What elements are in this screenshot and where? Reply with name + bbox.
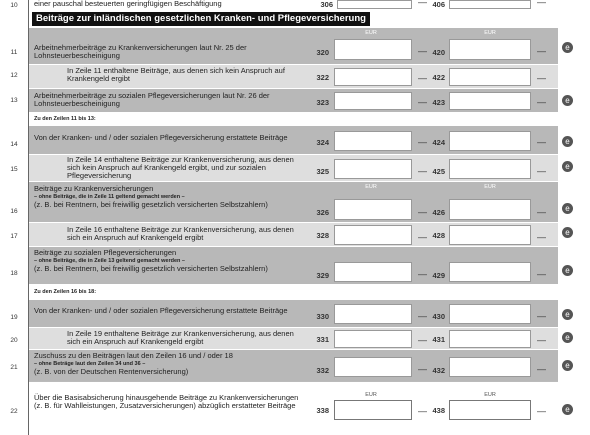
form-row-12 <box>29 64 559 88</box>
amount-input-322[interactable] <box>334 68 412 86</box>
amount-input-330[interactable] <box>334 304 412 324</box>
electronic-transfer-icon[interactable]: e <box>562 203 573 214</box>
amount-input-329[interactable] <box>334 262 412 282</box>
form-row-16 <box>29 181 559 222</box>
row-label: In Zeile 16 enthaltene Beiträge zur Krankenversicherung, aus denen sich ein Anspruch auf Krankengeld ergibt <box>67 225 294 243</box>
field-code: 330 <box>316 312 329 321</box>
row-label-main: Zuschuss zu den Beiträgen laut den Zeilen 16 und / oder 18 <box>34 351 233 360</box>
field-code: 328 <box>316 231 329 240</box>
amount-input-326[interactable] <box>334 199 412 220</box>
field-code: 320 <box>316 48 329 57</box>
field-code: 424 <box>432 138 445 147</box>
cents-dash: — <box>537 137 546 147</box>
electronic-transfer-icon[interactable]: e <box>562 42 573 53</box>
field-code: 431 <box>432 335 445 344</box>
row-label: In Zeile 11 enthaltene Beiträge, aus denen sich kein Anspruch auf Krankengeld ergibt <box>67 66 285 84</box>
amount-input-306[interactable] <box>337 0 412 9</box>
row-label-note: – ohne Beiträge, die in Zeile 13 geltend gemacht werden – <box>34 258 185 265</box>
currency-label: EUR <box>484 392 496 398</box>
line-number: 17 <box>10 233 18 240</box>
line-number: 10 <box>10 2 18 9</box>
field-code: 422 <box>432 73 445 82</box>
amount-input-438[interactable] <box>449 400 531 420</box>
cents-dash: — <box>537 166 546 176</box>
field-code: 425 <box>432 167 445 176</box>
amount-input-426[interactable] <box>449 199 531 220</box>
amount-input-320[interactable] <box>334 39 412 60</box>
cents-dash: — <box>418 97 427 107</box>
row-label: Von der Kranken- und / oder sozialen Pflegeversicherung erstattete Beiträge <box>34 133 288 142</box>
cents-dash: — <box>418 46 427 56</box>
row-label <box>34 249 304 274</box>
row-label: einer pauschal besteuerten geringfügigen Beschäftigung <box>34 0 222 8</box>
line-number: 13 <box>10 97 18 104</box>
row-label-example: (z. B. von der Deutschen Rentenversicherung) <box>34 367 189 377</box>
currency-label: EUR <box>365 184 377 190</box>
row-label: In Zeile 19 enthaltene Beiträge zur Krankenversicherung, aus denen sich ein Anspruch auf Krankengeld ergibt <box>67 329 294 347</box>
field-code: 426 <box>432 208 445 217</box>
row-label: Arbeitnehmerbeiträge zu sozialen Pflegeversicherungen laut Nr. 26 der Lohnsteuerbescheinigung <box>34 91 270 109</box>
cents-dash: — <box>537 232 546 242</box>
field-code: 430 <box>432 312 445 321</box>
electronic-transfer-icon[interactable]: e <box>562 404 573 415</box>
line-number: 16 <box>10 208 18 215</box>
electronic-transfer-icon[interactable]: e <box>562 265 573 276</box>
currency-label: EUR <box>365 392 377 398</box>
line-number: 19 <box>10 314 18 321</box>
row-label-example: (z. B. bei Rentnern, bei freiwillig gesetzlich versicherten Selbstzahlern) <box>34 200 268 210</box>
row-label-main: Beiträge zu sozialen Pflegeversicherungen <box>34 248 177 257</box>
field-code: 432 <box>432 366 445 375</box>
amount-input-425[interactable] <box>449 159 531 179</box>
amount-input-420[interactable] <box>449 39 531 60</box>
field-code: 332 <box>316 366 329 375</box>
cents-dash: — <box>537 97 546 107</box>
amount-input-332[interactable] <box>334 357 412 377</box>
field-code: 406 <box>432 0 445 9</box>
cents-dash: — <box>537 335 546 345</box>
field-code: 438 <box>432 406 445 415</box>
line-number: 11 <box>10 49 18 56</box>
row-label: In Zeile 14 enthaltene Beiträge zur Krankenversicherung, aus denen sich kein Anspruch auf Krankengeld ergibt, und zur sozialen Pflegeversicherung <box>67 155 294 181</box>
line-number: 14 <box>10 141 18 148</box>
row-label-note: – ohne Beträge laut den Zeilen 34 und 36 – <box>34 361 146 368</box>
field-code: 338 <box>316 406 329 415</box>
subheader-label: Zu den Zeilen 11 bis 13: <box>34 116 96 122</box>
field-code: 325 <box>316 167 329 176</box>
cents-dash: — <box>418 311 427 321</box>
form-row-15 <box>29 154 559 181</box>
electronic-transfer-icon[interactable]: e <box>562 360 573 371</box>
line-number: 20 <box>10 337 18 344</box>
amount-input-422[interactable] <box>449 68 531 86</box>
form-row-20 <box>29 327 559 349</box>
electronic-transfer-icon[interactable]: e <box>562 309 573 320</box>
amount-input-323[interactable] <box>334 92 412 110</box>
field-code: 428 <box>432 231 445 240</box>
currency-label: EUR <box>484 184 496 190</box>
electronic-transfer-icon[interactable]: e <box>562 161 573 172</box>
subheader-row <box>29 284 559 300</box>
right-margin <box>558 0 590 435</box>
row-label: Über die Basisabsicherung hinausgehende Beiträge zu Krankenversicherungen (z. B. für Wahlleistungen, Zusatzversicherungen) abzüglich erstatteter Beiträge <box>34 393 299 411</box>
field-code: 329 <box>316 271 329 280</box>
cents-dash: — <box>537 406 546 416</box>
row-label <box>34 185 304 210</box>
section-header-row <box>29 10 559 28</box>
cents-dash: — <box>418 269 427 279</box>
line-number: 12 <box>10 72 18 79</box>
amount-input-324[interactable] <box>334 131 412 151</box>
amount-input-429[interactable] <box>449 262 531 282</box>
cents-dash: — <box>418 364 427 374</box>
field-code: 429 <box>432 271 445 280</box>
form-row-11 <box>29 28 559 64</box>
amount-input-423[interactable] <box>449 92 531 110</box>
form-body <box>28 0 559 435</box>
cents-dash: — <box>537 73 546 83</box>
amount-input-338[interactable] <box>334 400 412 420</box>
row-label <box>34 352 304 377</box>
amount-input-328[interactable] <box>334 225 412 245</box>
electronic-transfer-icon[interactable]: e <box>562 136 573 147</box>
form-row-13 <box>29 88 559 112</box>
field-code: 322 <box>316 73 329 82</box>
amount-input-325[interactable] <box>334 159 412 179</box>
row-label-note: – ohne Beiträge, die in Zeile 11 geltend gemacht werden – <box>34 194 185 201</box>
field-code: 420 <box>432 48 445 57</box>
cents-dash: — <box>537 364 546 374</box>
electronic-transfer-icon[interactable]: e <box>562 95 573 106</box>
section-title: Beiträge zur inländischen gesetzlichen Kranken- und Pflegeversicherung <box>32 12 370 26</box>
form-row-22 <box>29 381 559 435</box>
line-number: 15 <box>10 166 18 173</box>
subheader-label: Zu den Zeilen 16 bis 18: <box>34 289 97 295</box>
cents-dash: — <box>418 232 427 242</box>
cents-dash: — <box>418 73 427 83</box>
currency-label: EUR <box>365 30 377 36</box>
line-number-column <box>0 0 28 435</box>
cents-dash: — <box>418 137 427 147</box>
field-code: 324 <box>316 138 329 147</box>
form-row-21 <box>29 349 559 381</box>
amount-input-331[interactable] <box>334 330 412 348</box>
form-row-10 <box>29 0 559 10</box>
field-code: 326 <box>316 208 329 217</box>
cents-dash: — <box>537 0 546 7</box>
form-row-14 <box>29 126 559 154</box>
cents-dash: — <box>537 311 546 321</box>
cents-dash: — <box>418 0 427 7</box>
form-row-17 <box>29 222 559 246</box>
field-code: 331 <box>316 335 329 344</box>
field-code: 323 <box>316 98 329 107</box>
currency-label: EUR <box>484 30 496 36</box>
cents-dash: — <box>418 207 427 217</box>
row-label-main: Beiträge zu Krankenversicherungen <box>34 184 154 193</box>
field-code: 306 <box>320 0 333 9</box>
amount-input-406[interactable] <box>449 0 531 9</box>
amount-input-430[interactable] <box>449 304 531 324</box>
cents-dash: — <box>418 335 427 345</box>
amount-input-424[interactable] <box>449 131 531 151</box>
cents-dash: — <box>418 166 427 176</box>
row-label: Arbeitnehmerbeiträge zu Krankenversicherungen laut Nr. 25 der Lohnsteuerbescheinigung <box>34 43 247 61</box>
line-number: 22 <box>10 408 18 415</box>
line-number: 21 <box>10 364 18 371</box>
amount-input-428[interactable] <box>449 225 531 245</box>
line-number: 18 <box>10 270 18 277</box>
subheader-row <box>29 112 559 126</box>
cents-dash: — <box>537 46 546 56</box>
row-label-example: (z. B. bei Rentnern, bei freiwillig gesetzlich versicherten Selbstzahlern) <box>34 264 268 274</box>
field-code: 423 <box>432 98 445 107</box>
form-row-19 <box>29 300 559 327</box>
electronic-transfer-icon[interactable]: e <box>562 227 573 238</box>
electronic-transfer-icon[interactable]: e <box>562 332 573 343</box>
row-label: Von der Kranken- und / oder sozialen Pflegeversicherung erstattete Beiträge <box>34 306 288 315</box>
amount-input-431[interactable] <box>449 330 531 348</box>
cents-dash: — <box>537 269 546 279</box>
form-row-18 <box>29 246 559 284</box>
cents-dash: — <box>418 406 427 416</box>
amount-input-432[interactable] <box>449 357 531 377</box>
cents-dash: — <box>537 207 546 217</box>
